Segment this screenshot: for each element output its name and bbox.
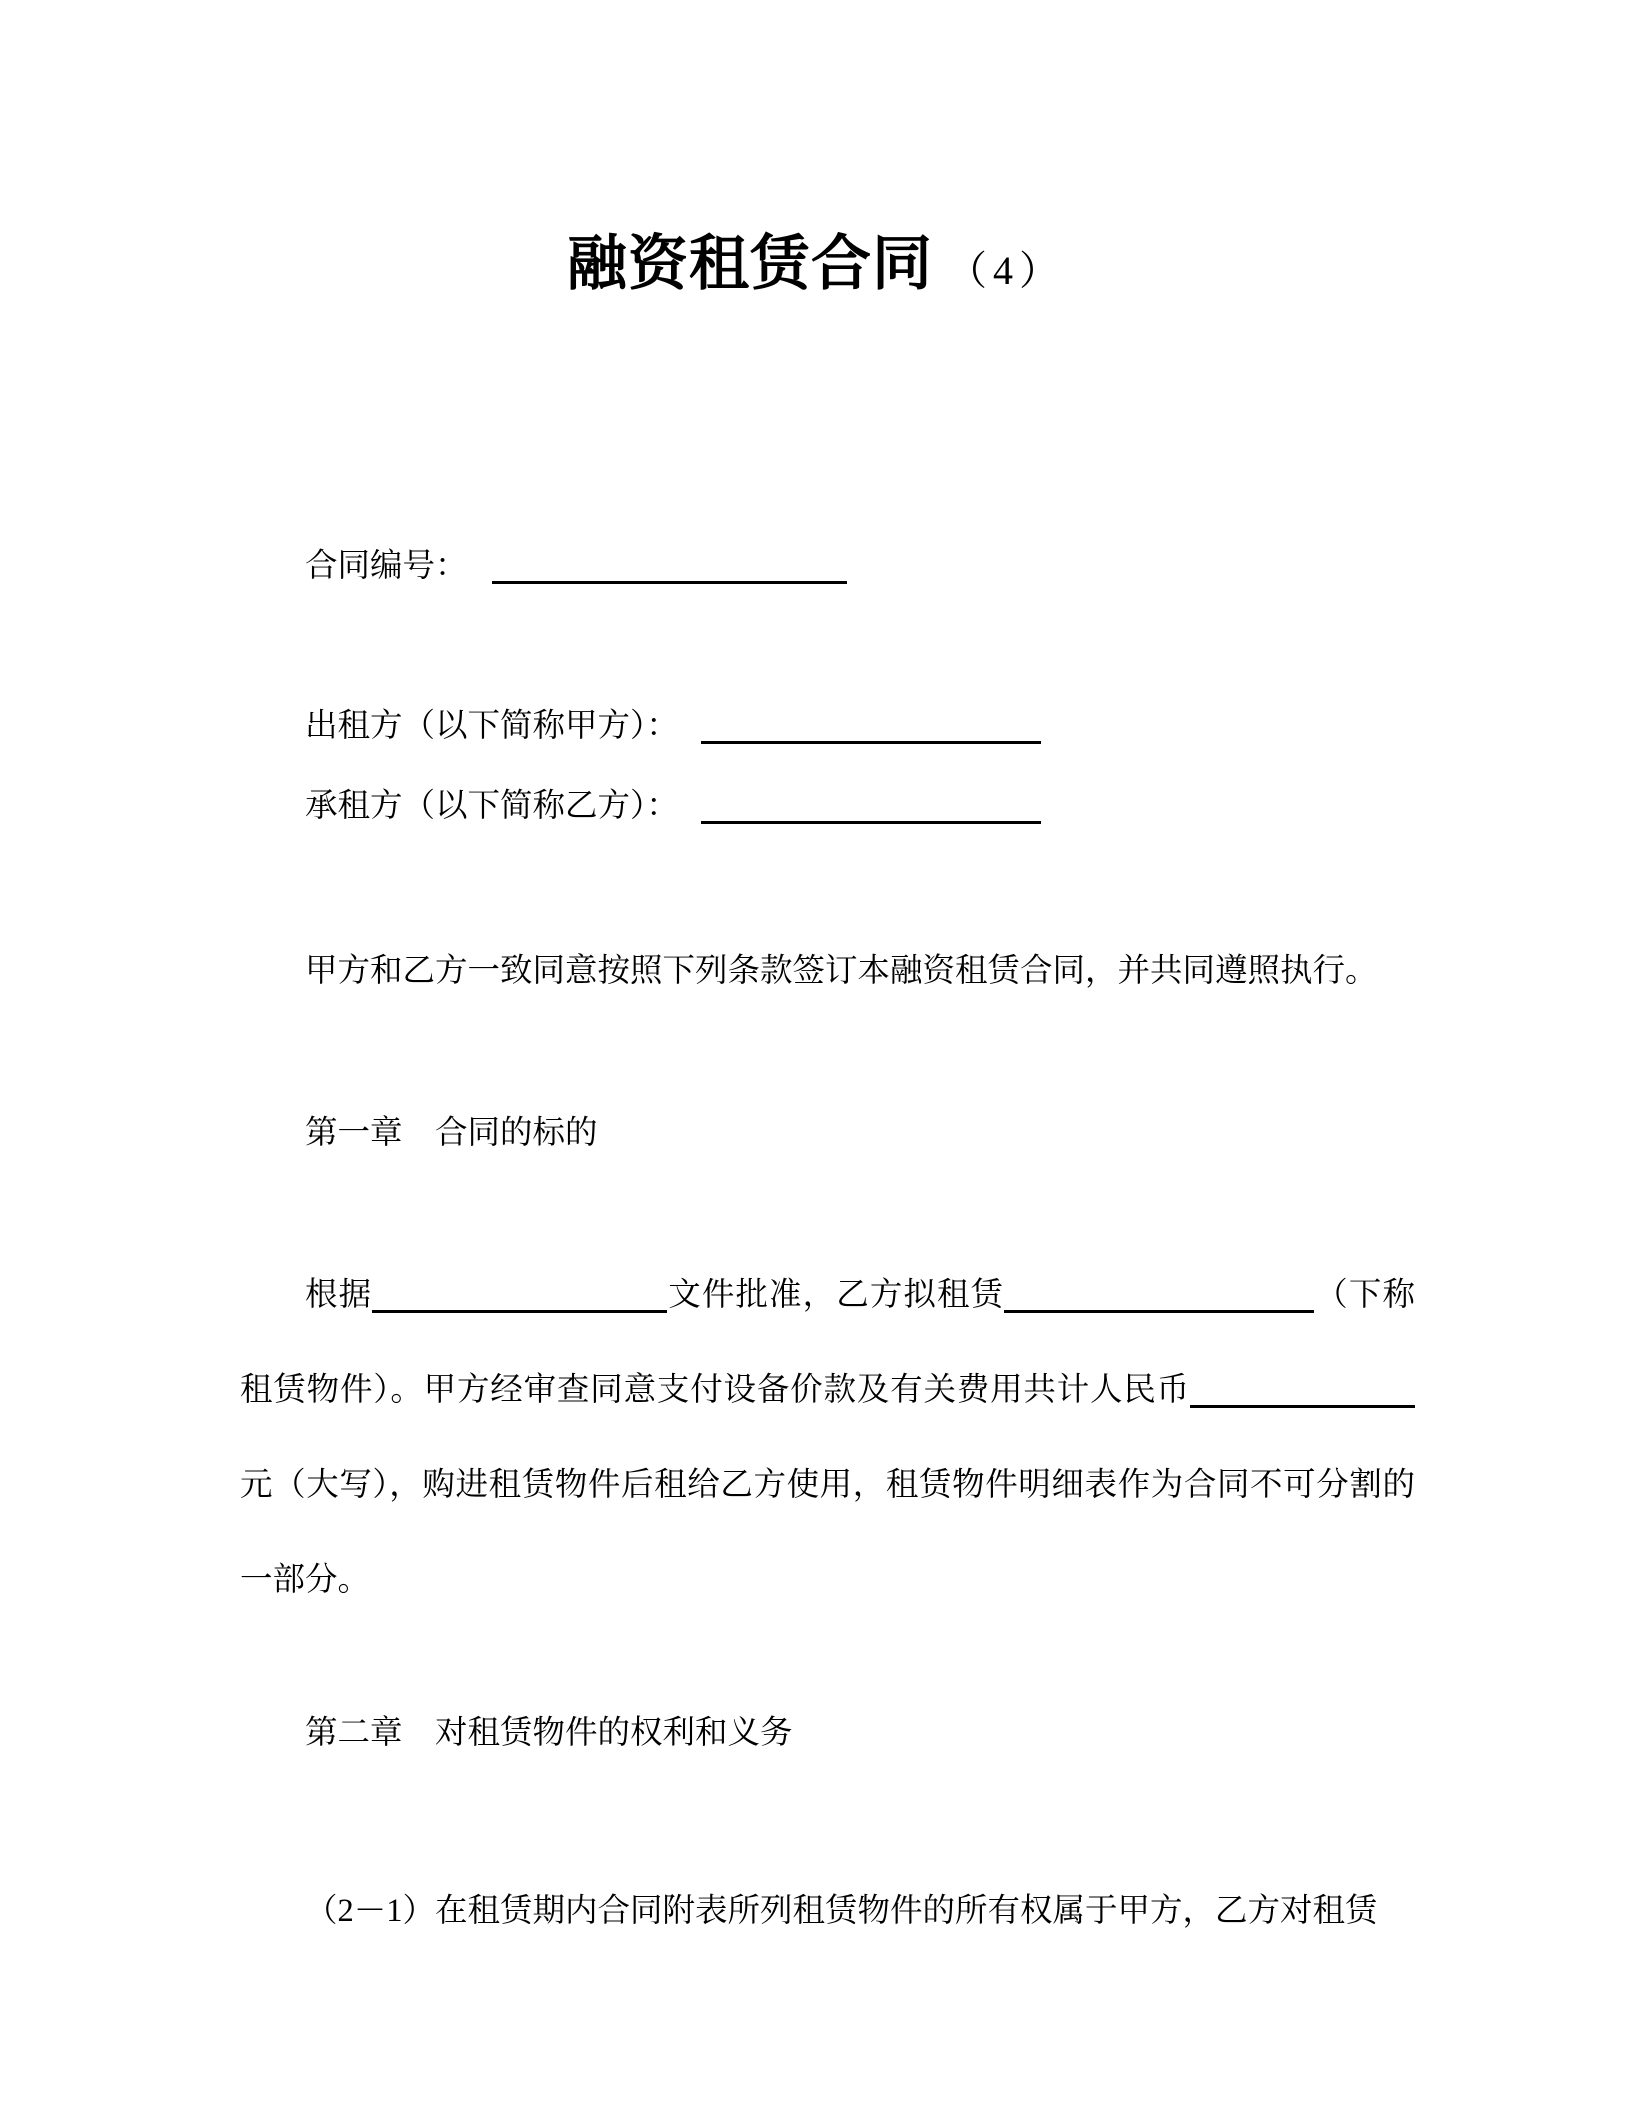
lessor-label: 出租方（以下简称甲方）： bbox=[305, 707, 679, 744]
lessee-label: 承租方（以下简称乙方）： bbox=[305, 787, 679, 824]
document-title-number-suffix: （4） bbox=[947, 248, 1065, 294]
contract-number-blank-field[interactable] bbox=[492, 551, 847, 584]
lessor-line bbox=[240, 703, 1415, 749]
chapter-1-heading: 第一章 合同的标的 bbox=[305, 1114, 598, 1151]
leased-items-blank-field[interactable] bbox=[1004, 1280, 1314, 1313]
contract-number-label: 合同编号： bbox=[305, 547, 468, 584]
amount-rmb-blank-field[interactable] bbox=[1190, 1375, 1415, 1408]
lessee-name-blank-field[interactable] bbox=[701, 791, 1041, 824]
lessee-line bbox=[240, 783, 1415, 829]
document-title-main: 融资租赁合同 bbox=[567, 230, 933, 298]
contract-number-line bbox=[240, 543, 1415, 589]
approval-document-blank-field[interactable] bbox=[372, 1280, 667, 1313]
chapter-2-heading: 第二章 对租赁物件的权利和义务 bbox=[305, 1714, 793, 1751]
clause-1-1-text-part2: 文件批准，乙方拟租赁 bbox=[667, 1276, 1005, 1313]
clause-1-1-text-part1: 根据 bbox=[305, 1276, 373, 1313]
clause-1-1-paragraph bbox=[240, 1248, 1415, 1628]
clause-2-1-paragraph: （2－1）在租赁期内合同附表所列租赁物件的所有权属于甲方，乙方对租赁 bbox=[305, 1892, 1378, 1929]
lessor-name-blank-field[interactable] bbox=[701, 711, 1041, 744]
document-title bbox=[0, 228, 1632, 307]
preamble-paragraph: 甲方和乙方一致同意按照下列条款签订本融资租赁合同，并共同遵照执行。 bbox=[305, 952, 1378, 989]
clause-1-1-text-part4: 元（大写），购进租赁物件后租给乙方使用，租赁物件明细表作为合同不可分割的一部分。 bbox=[240, 1466, 1415, 1598]
clause-1-1-text-part3: （下称租赁物件）。甲方经审查同意支付设备价款及有关费用共计人民币 bbox=[240, 1276, 1415, 1408]
